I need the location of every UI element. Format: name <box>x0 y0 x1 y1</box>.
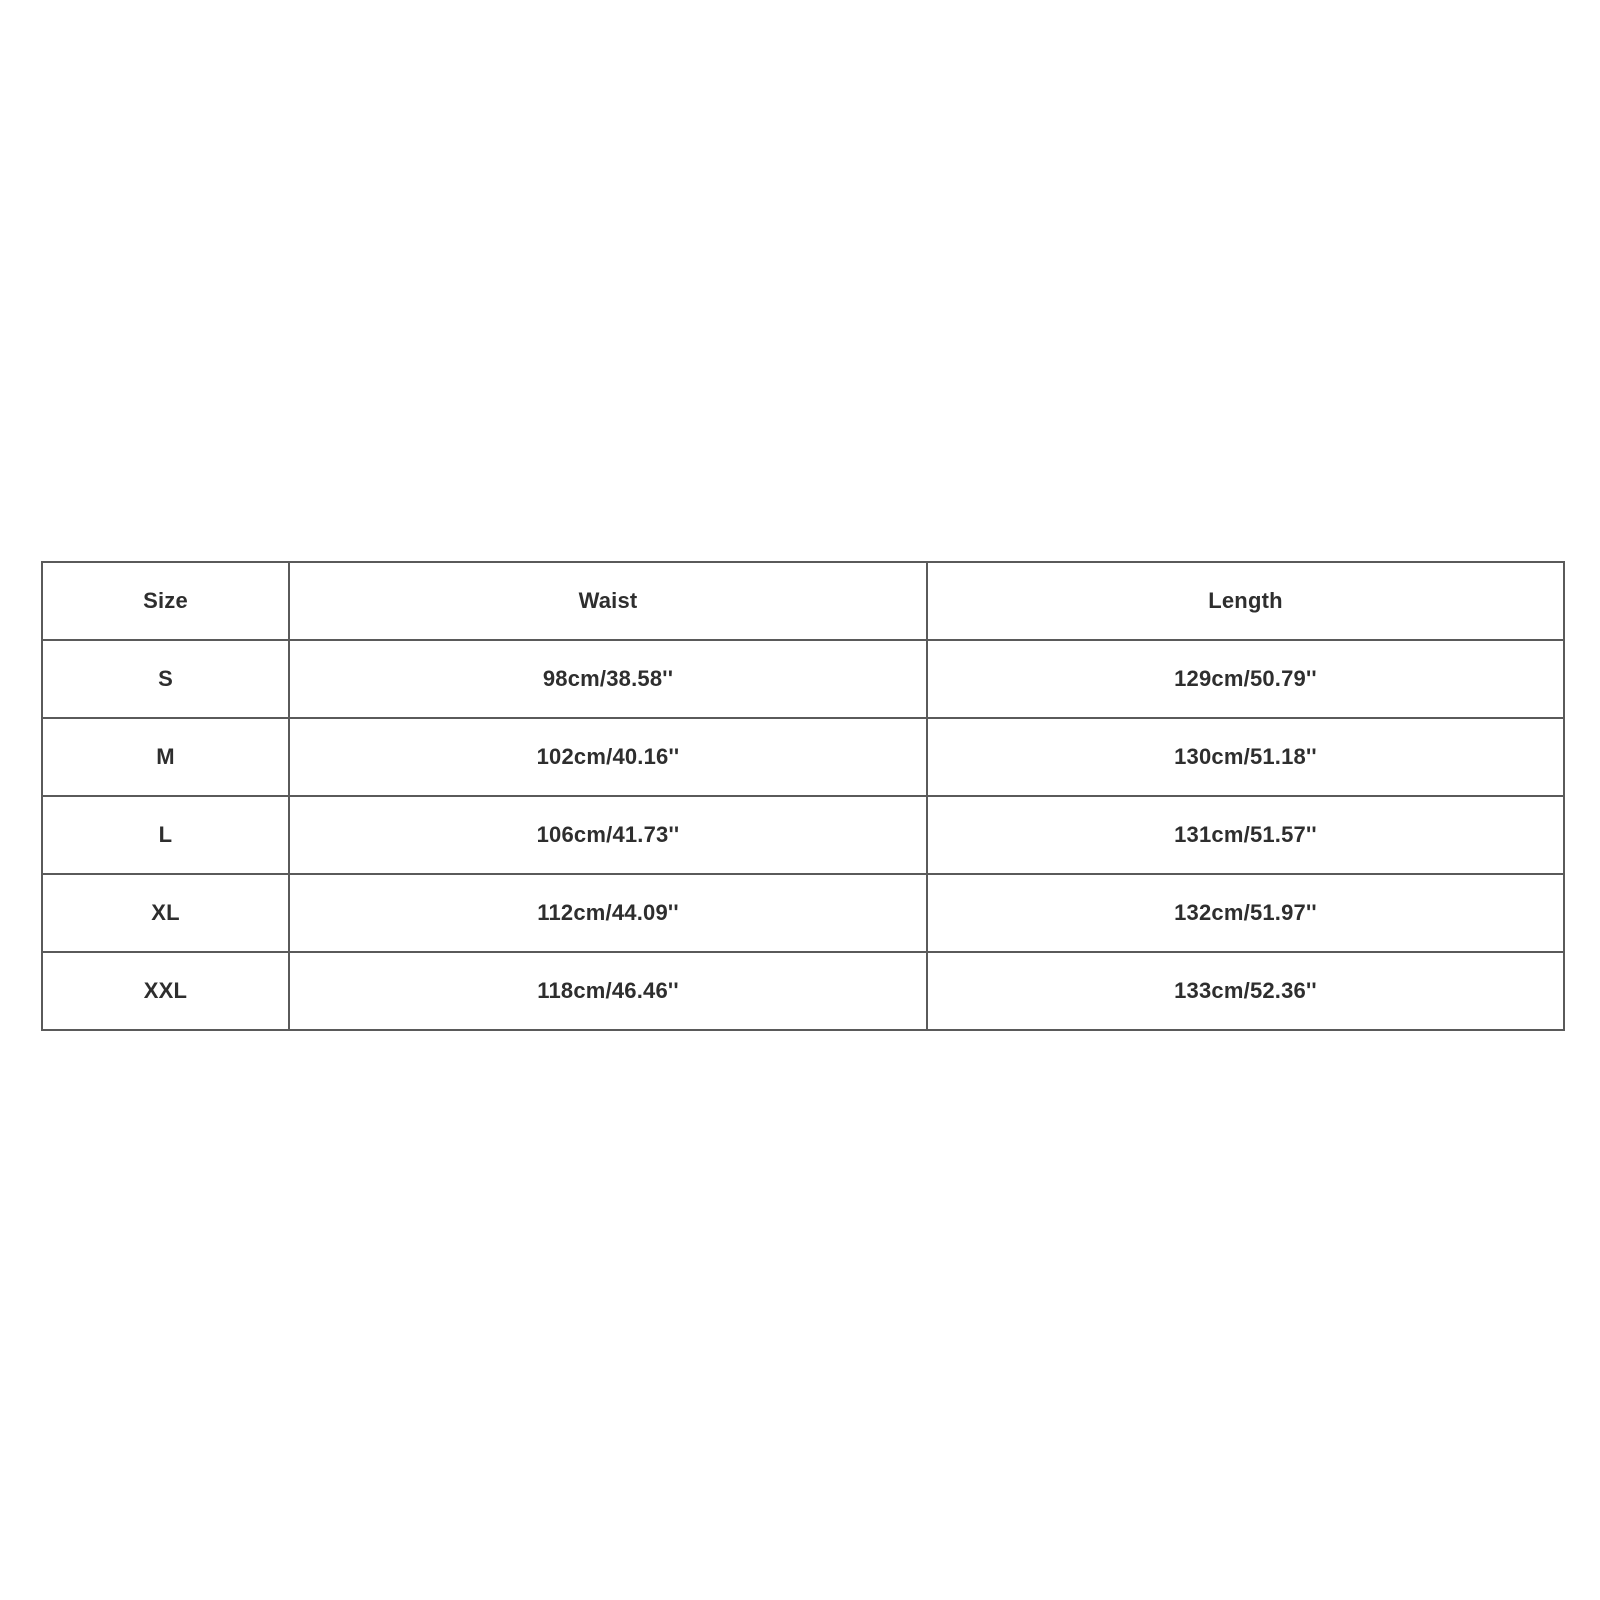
cell-size: XL <box>42 874 289 952</box>
cell-length: 132cm/51.97'' <box>927 874 1564 952</box>
cell-size: M <box>42 718 289 796</box>
cell-size: XXL <box>42 952 289 1030</box>
cell-length: 133cm/52.36'' <box>927 952 1564 1030</box>
cell-waist: 98cm/38.58'' <box>289 640 927 718</box>
table-row <box>42 796 1564 874</box>
table-row <box>42 718 1564 796</box>
cell-size: L <box>42 796 289 874</box>
cell-length: 130cm/51.18'' <box>927 718 1564 796</box>
table-row <box>42 874 1564 952</box>
table-row <box>42 640 1564 718</box>
table-row <box>42 952 1564 1030</box>
cell-length: 131cm/51.57'' <box>927 796 1564 874</box>
cell-waist: 118cm/46.46'' <box>289 952 927 1030</box>
cell-waist: 112cm/44.09'' <box>289 874 927 952</box>
table-header-row <box>42 562 1564 640</box>
size-chart-table <box>41 561 1565 1031</box>
header-length: Length <box>927 562 1564 640</box>
cell-waist: 106cm/41.73'' <box>289 796 927 874</box>
header-waist: Waist <box>289 562 927 640</box>
cell-size: S <box>42 640 289 718</box>
header-size: Size <box>42 562 289 640</box>
cell-length: 129cm/50.79'' <box>927 640 1564 718</box>
cell-waist: 102cm/40.16'' <box>289 718 927 796</box>
